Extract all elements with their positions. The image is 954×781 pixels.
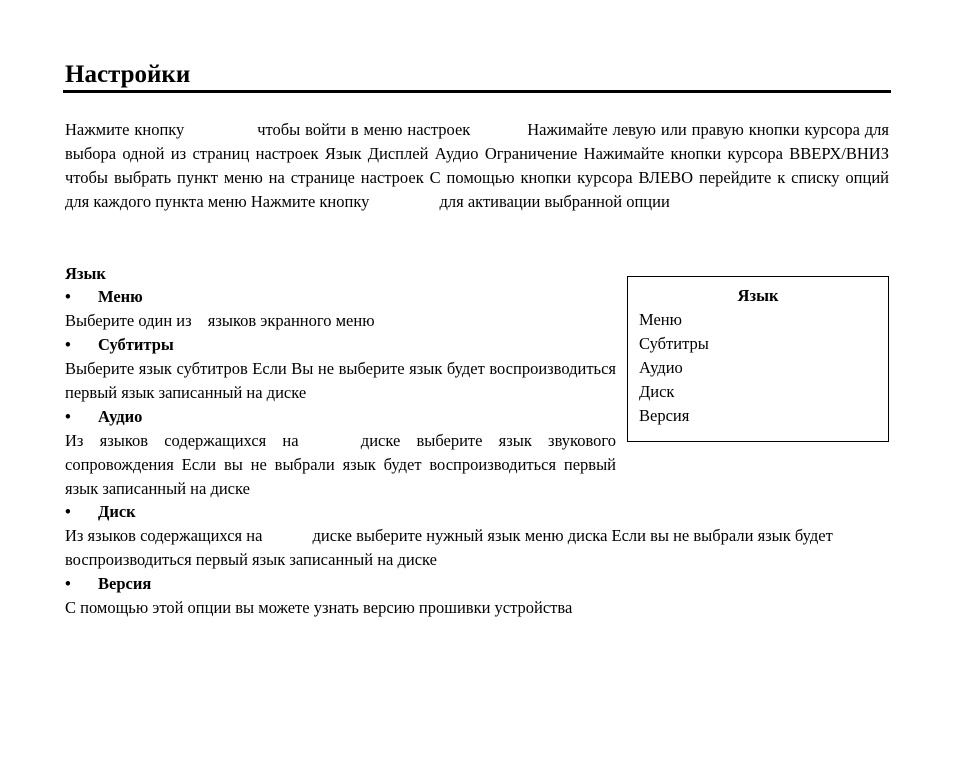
intro-text-4: для активации выбранной опции <box>439 192 670 211</box>
description-text: диске выберите нужный язык меню диска Если вы не выбрали язык будет воспроизводиться первый язык записанный на диске <box>65 526 833 569</box>
intro-text-2: чтобы войти в меню настроек <box>257 120 471 139</box>
bullet-icon: • <box>65 574 71 593</box>
title-underline <box>63 90 891 93</box>
option-label: Аудио <box>98 407 143 426</box>
option-version-description: С помощью этой опции вы можете узнать версию прошивки устройства <box>65 598 573 617</box>
section-heading-language: Язык <box>65 264 106 283</box>
option-disc-title <box>65 500 889 524</box>
option-disc <box>65 500 889 572</box>
description-text: Выберите один из <box>65 311 192 330</box>
page-title: Настройки <box>65 61 191 88</box>
option-label: Субтитры <box>98 335 174 354</box>
option-audio-description <box>65 429 616 501</box>
option-subtitles-title <box>65 333 616 357</box>
menu-box-item: Аудио <box>639 358 683 377</box>
menu-box-item: Субтитры <box>639 334 709 353</box>
menu-box-item: Диск <box>639 382 675 401</box>
menu-box-list <box>639 308 709 428</box>
option-label: Меню <box>98 287 143 306</box>
intro-text-1: Нажмите кнопку <box>65 120 185 139</box>
option-audio-title <box>65 405 616 429</box>
option-subtitles <box>65 333 616 405</box>
option-version <box>65 572 889 620</box>
option-label: Версия <box>98 574 152 593</box>
bullet-icon: • <box>65 287 71 306</box>
option-disc-description <box>65 524 889 572</box>
intro-paragraph <box>65 118 889 214</box>
description-text: Из языков содержащихся на <box>65 526 263 545</box>
option-audio <box>65 405 616 501</box>
bullet-icon: • <box>65 407 71 426</box>
description-text: диске выберите язык звукового сопровождения Если вы не выбрали язык будет воспроизводиться первый язык записанный на диске <box>65 431 617 498</box>
bullet-icon: • <box>65 335 71 354</box>
description-text: Из языков содержащихся на <box>65 431 299 450</box>
option-label: Диск <box>98 502 136 521</box>
menu-box-item: Версия <box>639 406 690 425</box>
menu-box-item: Меню <box>639 310 682 329</box>
intro-text-3: Нажимайте левую или правую кнопки курсора для выбора одной из страниц настроек Язык Дисплей Аудио Ограничение Нажимайте кнопки курсора ВВЕРХ/ВНИЗ чтобы выбрать пункт меню на странице настроек С помощью кнопки курсора ВЛЕВО перейдите к списку опций для каждого пункта меню Нажмите кнопку <box>65 120 890 211</box>
bullet-icon: • <box>65 502 71 521</box>
menu-box-title: Язык <box>737 286 779 305</box>
option-version-title <box>65 572 889 596</box>
description-text: языков экранного меню <box>207 311 375 330</box>
language-menu-box <box>627 276 889 442</box>
option-subtitles-description: Выберите язык субтитров Если Вы не выберите язык будет воспроизводиться первый язык записанный на диске <box>65 359 616 402</box>
